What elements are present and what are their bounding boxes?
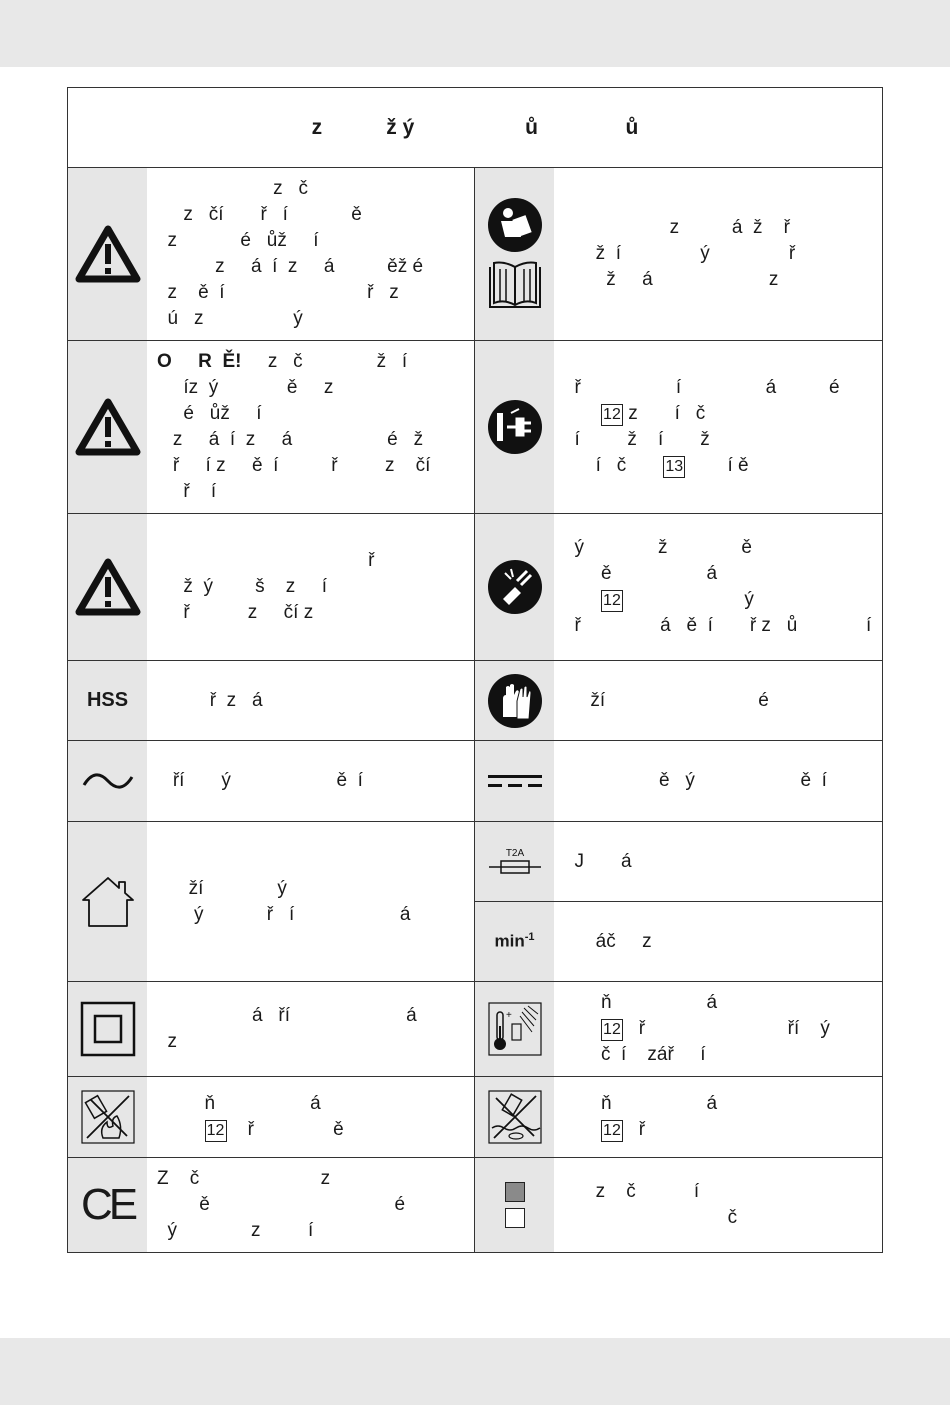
icon-column — [68, 741, 147, 821]
house-icon — [79, 876, 137, 928]
row-6-right-top — [475, 822, 882, 902]
row-3-left-text: ř ž ý š z í ř z čí z — [157, 550, 375, 623]
row-1-right-text: z á ž ř ž í ý ř ž á z — [564, 217, 796, 290]
row-2-right — [475, 341, 882, 514]
warning-triangle-icon — [75, 225, 141, 283]
row-7-right-text: ň á 12 ř ří ý č í zář í — [564, 992, 830, 1065]
row-1-right — [475, 168, 882, 341]
row-9-left — [68, 1158, 475, 1252]
svg-text:+: + — [505, 1010, 512, 1021]
rpm-icon: $\min^{-1}$ — [494, 931, 535, 951]
row-6-right-bottom — [475, 902, 882, 982]
row-2-left — [68, 341, 475, 514]
icon-column — [475, 1158, 554, 1252]
gray-square-icon — [505, 1182, 525, 1202]
icon-column — [68, 822, 147, 981]
icon-column — [475, 341, 554, 513]
bottom-band — [0, 1338, 950, 1405]
row-8-right-text: ň á 12 ř — [564, 1093, 718, 1140]
warning-triangle-icon — [75, 558, 141, 616]
row-3-left — [68, 514, 475, 661]
reference-number: 12 — [601, 404, 623, 426]
row-3-right — [475, 514, 882, 661]
row-9-right — [475, 1158, 882, 1252]
read-manual-icon — [487, 197, 543, 253]
fuse-label: T2A — [505, 847, 524, 859]
protection-class-ii-icon — [80, 1001, 136, 1057]
ce-mark-icon: CE — [80, 1180, 135, 1229]
row-9-right-text: z č í č — [564, 1181, 738, 1228]
reference-number: 12 — [205, 1120, 227, 1142]
reference-number: 13 — [663, 456, 685, 478]
unplug-icon — [487, 399, 543, 455]
icon-column — [68, 661, 147, 740]
icon-column — [475, 661, 554, 740]
row-7-left — [68, 982, 475, 1077]
row-6-right-bottom-text: áč z — [564, 930, 652, 952]
top-band — [0, 0, 950, 67]
icon-column — [68, 1158, 147, 1252]
icon-column — [475, 514, 554, 660]
icon-column — [475, 822, 554, 901]
row-5-right-text: ě ý ě í — [564, 770, 827, 791]
row-1-left-text: z č z čí ř í ě z é ůž í z á í z á ěž é z ě í ř z ú z ý — [157, 178, 424, 329]
reference-number: 12 — [601, 1019, 623, 1041]
row-8-left — [68, 1077, 475, 1158]
row-6-left — [68, 822, 475, 982]
open-book-icon — [486, 259, 544, 311]
row-5-right — [475, 741, 882, 822]
row-8-left-text: ň á 12 ř ě — [157, 1093, 344, 1140]
row-6-left-text: ží ý ý ř í á — [157, 877, 411, 925]
row-4-left — [68, 661, 475, 741]
warning-triangle-icon — [75, 398, 141, 456]
reference-number: 12 — [601, 590, 623, 612]
no-water-icon — [488, 1090, 542, 1144]
gloves-icon — [487, 673, 543, 729]
row-3-right-text: ý ž ě ě á 12 ý ř á ě í ř z ů í — [564, 537, 872, 636]
dc-current-icon — [487, 773, 543, 789]
page-title: z ž ý ů ů — [68, 88, 882, 168]
row-4-right — [475, 661, 882, 741]
icon-column — [68, 514, 147, 660]
row-9-left-text: Z č z ě é ý z í — [157, 1168, 406, 1241]
icon-column — [475, 741, 554, 821]
hss-icon: HSS — [86, 689, 129, 711]
row-2-left-text: O R Ě! z č ž í íz ý ě z é ůž í z á í z á é ž ř í z ě í ř z čí ř í — [157, 351, 431, 502]
row-5-left-text: ří ý ě í — [157, 770, 363, 791]
disconnect-plug-icon — [487, 559, 543, 615]
reference-number: 12 — [601, 1120, 623, 1142]
row-2-right-text: ř í á é 12 z í č í ž í ž í č 13 í ě — [564, 377, 840, 476]
fuse-icon — [487, 847, 543, 877]
row-7-left-text: á ří á z — [157, 1005, 417, 1052]
icon-column — [68, 1077, 147, 1157]
icon-column — [475, 168, 554, 340]
icon-column — [68, 341, 147, 513]
symbol-table — [67, 87, 883, 1253]
row-8-right — [475, 1077, 882, 1158]
icon-column — [475, 1077, 554, 1157]
icon-column — [475, 902, 554, 981]
ac-tilde-icon — [81, 769, 135, 793]
temperature-sunlight-icon — [488, 1002, 542, 1056]
row-1-left — [68, 168, 475, 341]
no-fire-icon — [81, 1090, 135, 1144]
row-7-right — [475, 982, 882, 1077]
icon-column — [68, 982, 147, 1076]
icon-column — [475, 982, 554, 1076]
white-square-icon — [505, 1208, 525, 1228]
row-4-right-text: ží é — [564, 689, 769, 711]
row-5-left — [68, 741, 475, 822]
caution-label: O R Ě! — [157, 351, 242, 372]
row-6-right-top-text: J á — [564, 850, 632, 872]
icon-column — [68, 168, 147, 340]
row-4-left-text: ř z á — [157, 689, 263, 711]
